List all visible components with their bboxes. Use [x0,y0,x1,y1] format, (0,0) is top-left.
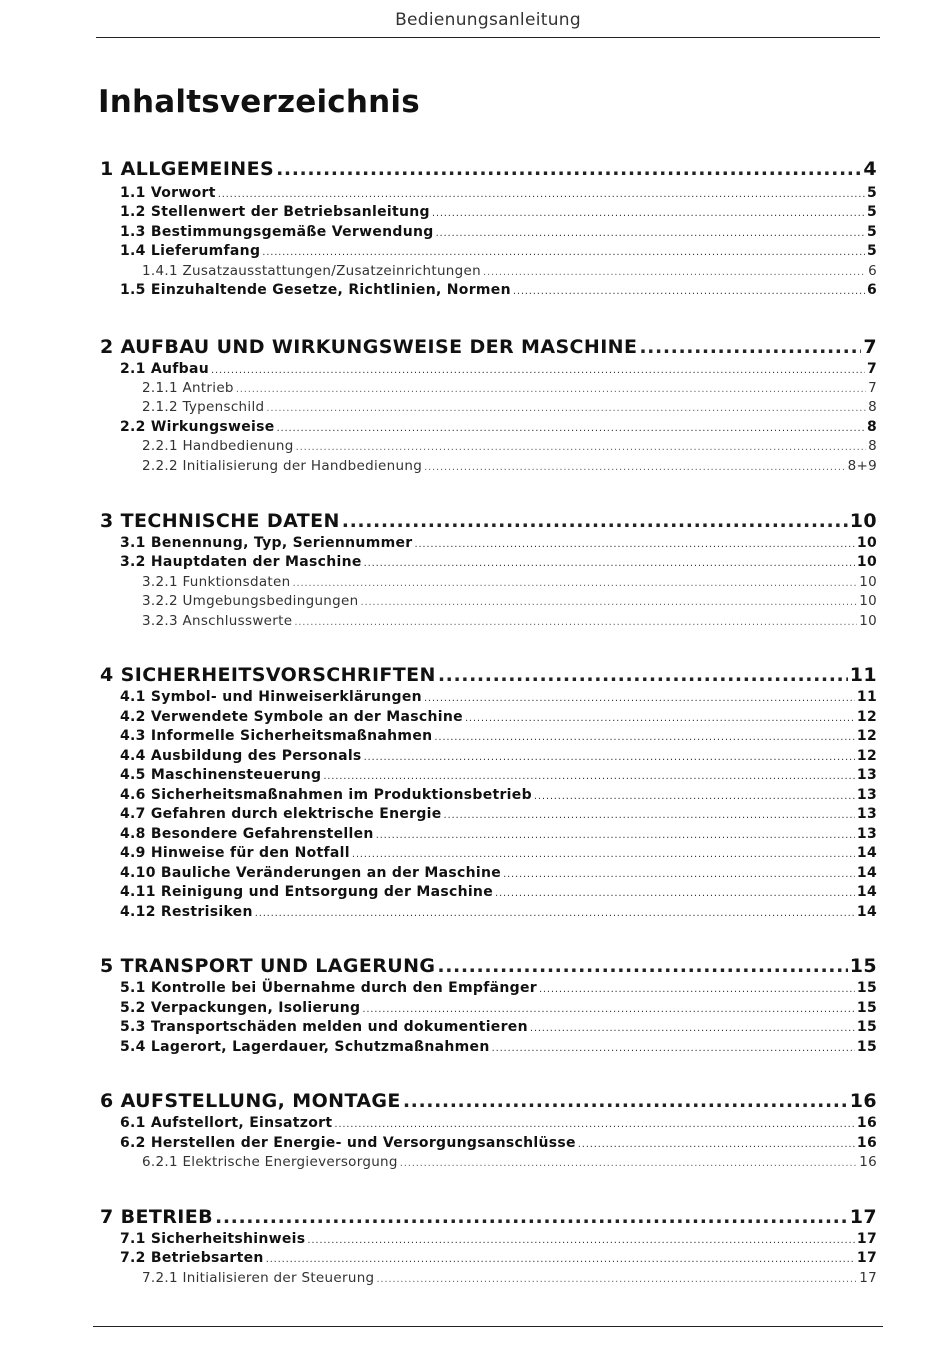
toc-entry-title: 6.1 Aufstellort, Einsatzort [120,1115,333,1131]
toc-dot-leader [266,1254,855,1265]
toc-entry-title: 5.3 Transportschäden melden und dokumentieren [120,1019,528,1035]
toc-entry-title: 4 SICHERHEITSVORSCHRIFTEN [100,664,436,686]
toc-entry [100,158,877,180]
toc-entry-title: 6.2.1 Elektrische Energieversorgung [142,1154,398,1170]
toc-entry-title: 4.7 Gefahren durch elektrische Energie [120,806,442,822]
toc-entry-title: 7.1 Sicherheitshinweis [120,1231,306,1247]
toc-page-number: 8+9 [847,458,877,474]
toc-entry [100,1206,877,1228]
toc-entry [100,613,877,629]
toc-entry-title: 4.8 Besondere Gefahrenstellen [120,826,374,842]
toc-entry [100,955,877,977]
toc-entry-title: 5.1 Kontrolle bei Übernahme durch den Empfänger [120,980,537,996]
toc-entry-title: 2.1.2 Typenschild [142,399,265,415]
toc-page-number: 6 [868,263,877,279]
toc-entry-title: 2.2.1 Handbedienung [142,438,294,454]
toc-page-number: 7 [866,361,877,377]
toc-entry [100,728,877,744]
toc-entry-title: 1.4 Lieferumfang [120,243,261,259]
toc-dot-leader [236,384,866,395]
toc-entry-title: 3.2.3 Anschlusswerte [142,613,293,629]
toc-entry-title: 7.2 Betriebsarten [120,1250,264,1266]
toc-entry-title: 1 ALLGEMEINES [100,158,275,180]
toc-entry [100,224,877,240]
toc-page-number: 11 [849,664,877,686]
toc-entry-title: 2.1.1 Antrieb [142,380,234,396]
toc-entry [100,826,877,842]
toc-dot-leader [483,267,866,278]
toc-dot-leader [513,286,865,297]
toc-dot-leader [534,791,855,802]
toc-entry [100,535,877,551]
toc-entry [100,1115,877,1131]
toc-entry-title: 6 AUFSTELLUNG, MONTAGE [100,1090,401,1112]
toc-dot-leader [434,732,855,743]
footer-rule [93,1326,883,1327]
toc-entry-title: 5 TRANSPORT UND LAGERUNG [100,955,436,977]
toc-entry-title: 2.1 Aufbau [120,361,210,377]
toc-entry [100,806,877,822]
toc-page-number: 15 [856,1000,877,1016]
toc-entry-title: 7.2.1 Initialisieren der Steuerung [142,1270,375,1286]
toc-page-number: 7 [863,336,877,358]
toc-dot-leader [424,462,846,473]
toc-entry-title: 4.3 Informelle Sicherheitsmaßnahmen [120,728,433,744]
toc-dot-leader [307,1235,855,1246]
toc-entry [100,980,877,996]
toc-page-number: 4 [863,158,877,180]
toc-entry-title: 2.2 Wirkungsweise [120,419,275,435]
toc-entry [100,1135,877,1151]
toc-dot-leader [352,849,855,860]
toc-entry [100,419,877,435]
header-rule [96,37,880,38]
toc-entry-title: 5.2 Verpackungen, Isolierung [120,1000,361,1016]
toc-page-number: 13 [856,826,877,842]
toc-entry [100,787,877,803]
toc-dot-leader [530,1023,855,1034]
toc-entry [100,399,877,415]
toc-dot-leader [277,423,865,434]
toc-entry-title: 3.1 Benennung, Typ, Seriennummer [120,535,413,551]
toc-entry-title: 3.2.1 Funktionsdaten [142,574,291,590]
toc-dot-leader [296,442,866,453]
toc-entry [100,336,877,358]
toc-entry-title: 4.10 Bauliche Veränderungen an der Maschine [120,865,502,881]
toc-entry [100,438,877,454]
toc-dot-leader [215,1206,848,1228]
toc-page-number: 12 [856,709,877,725]
toc-page-number: 5 [866,204,877,220]
toc-entry-title: 2.2.2 Initialisierung der Handbedienung [142,458,423,474]
toc-page-number: 13 [856,787,877,803]
toc-dot-leader [495,888,855,899]
toc-page-number: 17 [856,1250,877,1266]
toc-page-number: 6 [866,282,877,298]
running-header: Bedienungsanleitung [395,10,581,30]
toc-entry [100,458,877,474]
toc-page-number: 14 [856,845,877,861]
toc-page-number: 11 [856,689,877,705]
toc-dot-leader [432,208,865,219]
toc-entry-title: 1.1 Vorwort [120,185,216,201]
toc-page-number: 8 [866,419,877,435]
toc-page-number: 7 [868,380,877,396]
toc-entry [100,574,877,590]
toc-page-number: 15 [856,1039,877,1055]
toc-entry [100,1270,877,1286]
toc-page-number: 17 [849,1206,877,1228]
toc-entry-title: 5.4 Lagerort, Lagerdauer, Schutzmaßnahmen [120,1039,490,1055]
toc-entry [100,243,877,259]
toc-dot-leader [262,247,865,258]
toc-entry [100,185,877,201]
toc-page-number: 16 [856,1115,877,1131]
toc-dot-leader [376,830,855,841]
toc-dot-leader [465,713,855,724]
toc-entry-title: 4.9 Hinweise für den Notfall [120,845,350,861]
toc-page-number: 14 [856,904,877,920]
toc-dot-leader [539,984,855,995]
toc-entry-title: 4.11 Reinigung und Entsorgung der Maschine [120,884,493,900]
toc-entry-title: 6.2 Herstellen der Energie- und Versorgungsanschlüsse [120,1135,576,1151]
toc-entry-title: 3 TECHNISCHE DATEN [100,510,340,532]
toc-dot-leader [211,365,865,376]
toc-entry-title: 3.2.2 Umgebungsbedingungen [142,593,359,609]
toc-dot-leader [364,752,855,763]
toc-entry-title: 7 BETRIEB [100,1206,214,1228]
toc-page-number: 8 [868,438,877,454]
toc-entry [100,865,877,881]
toc-page-number: 14 [856,865,877,881]
toc-dot-leader [276,158,861,180]
toc-entry-title: 4.5 Maschinensteuerung [120,767,322,783]
toc-dot-leader [403,1090,848,1112]
toc-page-number: 5 [866,224,877,240]
toc-dot-leader [323,771,855,782]
toc-page-number: 10 [856,535,877,551]
toc-dot-leader [255,908,855,919]
toc-page-number: 15 [856,1019,877,1035]
toc-dot-leader [266,403,866,414]
toc-page-number: 10 [856,554,877,570]
toc-page-number: 5 [866,243,877,259]
toc-entry-title: 2 AUFBAU UND WIRKUNGSWEISE DER MASCHINE [100,336,638,358]
toc-entry [100,380,877,396]
toc-entry [100,204,877,220]
toc-dot-leader [436,228,865,239]
toc-page-number: 13 [856,806,877,822]
toc-dot-leader [424,693,855,704]
toc-entry-title: 4.6 Sicherheitsmaßnahmen im Produktionsbetrieb [120,787,532,803]
toc-entry [100,1154,877,1170]
toc-page-number: 12 [856,728,877,744]
toc-entry-title: 4.4 Ausbildung des Personals [120,748,362,764]
toc-entry [100,263,877,279]
toc-page-number: 15 [849,955,877,977]
toc-page-number: 16 [849,1090,877,1112]
toc-entry [100,1039,877,1055]
toc-entry [100,664,877,686]
toc-entry [100,510,877,532]
toc-entry [100,1000,877,1016]
toc-entry [100,904,877,920]
toc-page-number: 17 [856,1231,877,1247]
toc-dot-leader [364,558,855,569]
toc-title: Inhaltsverzeichnis [98,84,420,120]
toc-entry [100,1090,877,1112]
toc-entry [100,593,877,609]
toc-entry [100,1019,877,1035]
toc-entry-title: 1.4.1 Zusatzausstattungen/Zusatzeinrichtungen [142,263,481,279]
toc-page-number: 13 [856,767,877,783]
toc-page-number: 10 [849,510,877,532]
toc-entry [100,361,877,377]
toc-page-number: 5 [866,185,877,201]
toc-entry [100,884,877,900]
toc-page-number: 14 [856,884,877,900]
toc-page-number: 10 [859,574,877,590]
toc-dot-leader [414,539,854,550]
toc-entry [100,689,877,705]
toc-page-number: 17 [859,1270,877,1286]
toc-page-number: 15 [856,980,877,996]
toc-page-number: 12 [856,748,877,764]
toc-dot-leader [438,664,848,686]
toc-entry [100,554,877,570]
toc-page-number: 16 [856,1135,877,1151]
toc-dot-leader [361,597,858,608]
toc-dot-leader [342,510,848,532]
toc-entry-title: 1.3 Bestimmungsgemäße Verwendung [120,224,434,240]
toc-dot-leader [293,578,858,589]
toc-dot-leader [218,189,865,200]
toc-entry [100,1250,877,1266]
toc-dot-leader [400,1158,857,1169]
toc-dot-leader [376,1274,857,1285]
toc-page-number: 8 [868,399,877,415]
toc-page-number: 16 [859,1154,877,1170]
toc-entry-title: 1.5 Einzuhaltende Gesetze, Richtlinien, Normen [120,282,511,298]
toc-entry [100,282,877,298]
toc-entry [100,748,877,764]
toc-dot-leader [294,617,857,628]
toc-entry-title: 4.12 Restrisiken [120,904,253,920]
toc-entry-title: 1.2 Stellenwert der Betriebsanleitung [120,204,430,220]
toc-dot-leader [492,1043,855,1054]
toc-entry-title: 3.2 Hauptdaten der Maschine [120,554,362,570]
toc-dot-leader [639,336,861,358]
toc-entry [100,709,877,725]
toc-page-number: 10 [859,593,877,609]
toc-entry-title: 4.2 Verwendete Symbole an der Maschine [120,709,463,725]
toc-entry [100,845,877,861]
toc-dot-leader [362,1004,855,1015]
toc-dot-leader [437,955,847,977]
toc-dot-leader [578,1139,855,1150]
toc-entry [100,767,877,783]
toc-entry-title: 4.1 Symbol- und Hinweiserklärungen [120,689,422,705]
toc-dot-leader [503,869,855,880]
toc-dot-leader [334,1119,855,1130]
toc-page-number: 10 [859,613,877,629]
toc-dot-leader [444,810,855,821]
toc-entry [100,1231,877,1247]
